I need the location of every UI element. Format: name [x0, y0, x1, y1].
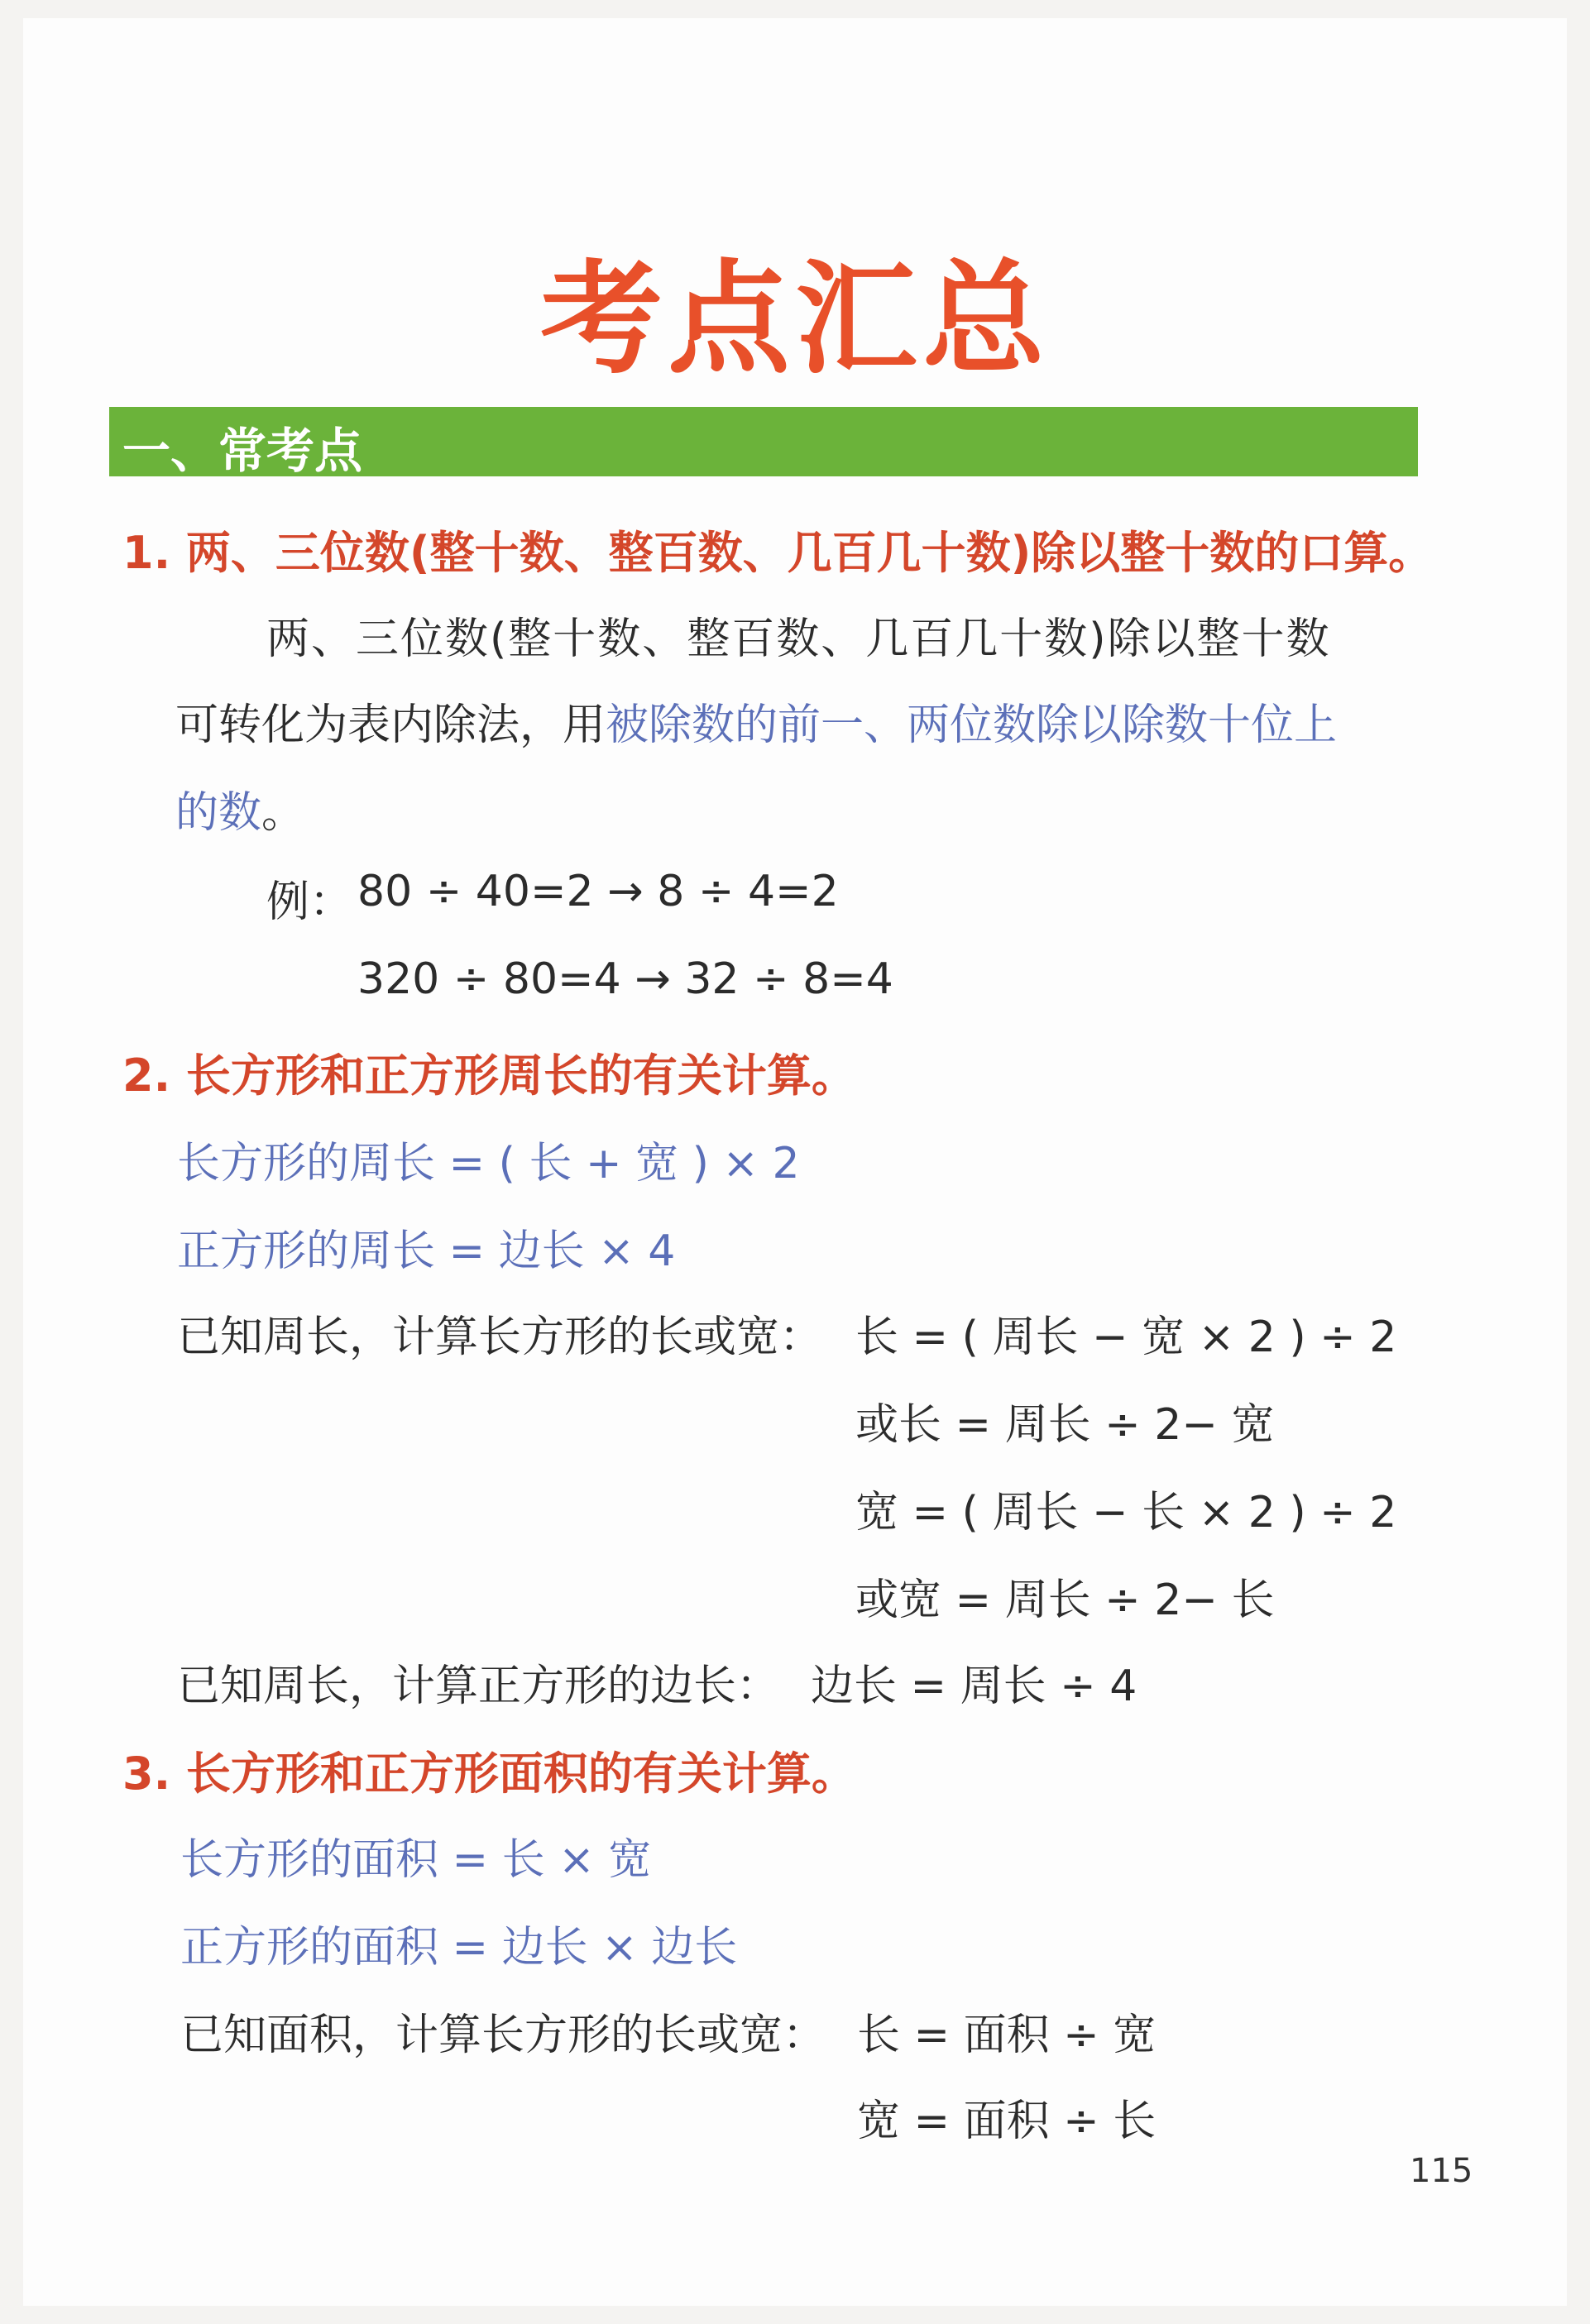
rect-area-length-eq: 长 = 面积 ÷ 宽 [857, 2011, 1157, 2060]
known-perimeter-rect-label: 已知周长，计算长方形的长或宽： [177, 1313, 823, 1362]
rect-area-formula: 长方形的面积 = 长 × 宽 [180, 1835, 652, 1885]
rect-length-eq: 长 = ( 周长 − 宽 × 2 ) ÷ 2 [855, 1313, 1397, 1362]
item-1-paragraph-line-3 [175, 777, 304, 839]
example-1: 80 ÷ 40=2 → 8 ÷ 4=2 [357, 867, 839, 916]
square-side-eq: 边长 = 周长 ÷ 4 [811, 1662, 1137, 1711]
page-number: 115 [1410, 2152, 1473, 2190]
rect-length-eq-alt: 或长 = 周长 ÷ 2− 宽 [855, 1400, 1275, 1450]
square-area-formula: 正方形的面积 = 边长 × 边长 [180, 1923, 738, 1973]
example-label: 例： [266, 877, 353, 927]
item-1-paragraph-plain: 可转化为表内除法，用 [175, 701, 606, 750]
example-2: 320 ÷ 80=4 → 32 ÷ 8=4 [357, 954, 893, 1004]
section-banner-label: 一、常考点 [122, 423, 363, 479]
square-perimeter-formula: 正方形的周长 = 边长 × 4 [177, 1227, 676, 1276]
page-title: 考点汇总 [540, 248, 1050, 390]
item-1-paragraph-line-2 [175, 690, 1337, 752]
rect-width-eq-alt: 或宽 = 周长 ÷ 2− 长 [855, 1576, 1275, 1625]
rect-area-width-eq: 宽 = 面积 ÷ 长 [857, 2097, 1157, 2146]
item-2-heading: 2. 长方形和正方形周长的有关计算。 [122, 1050, 856, 1102]
item-1-paragraph-line-1: 两、三位数(整十数、整百数、几百几十数)除以整十数 [266, 614, 1331, 664]
item-1-paragraph-highlight: 被除数的前一、两位数除以除数十位上 [606, 701, 1338, 750]
item-1-heading: 1. 两、三位数(整十数、整百数、几百几十数)除以整十数的口算。 [122, 527, 1434, 579]
known-area-rect-label: 已知面积，计算长方形的长或宽： [180, 2011, 826, 2060]
rect-perimeter-formula: 长方形的周长 = ( 长 + 宽 ) × 2 [177, 1139, 800, 1188]
rect-width-eq: 宽 = ( 周长 − 长 × 2 ) ÷ 2 [855, 1488, 1397, 1537]
item-3-heading: 3. 长方形和正方形面积的有关计算。 [122, 1748, 856, 1800]
known-perimeter-square-label: 已知周长，计算正方形的边长： [177, 1662, 780, 1711]
item-1-paragraph-highlight-end: 的数 [175, 788, 262, 838]
item-1-paragraph-period: 。 [261, 788, 305, 838]
